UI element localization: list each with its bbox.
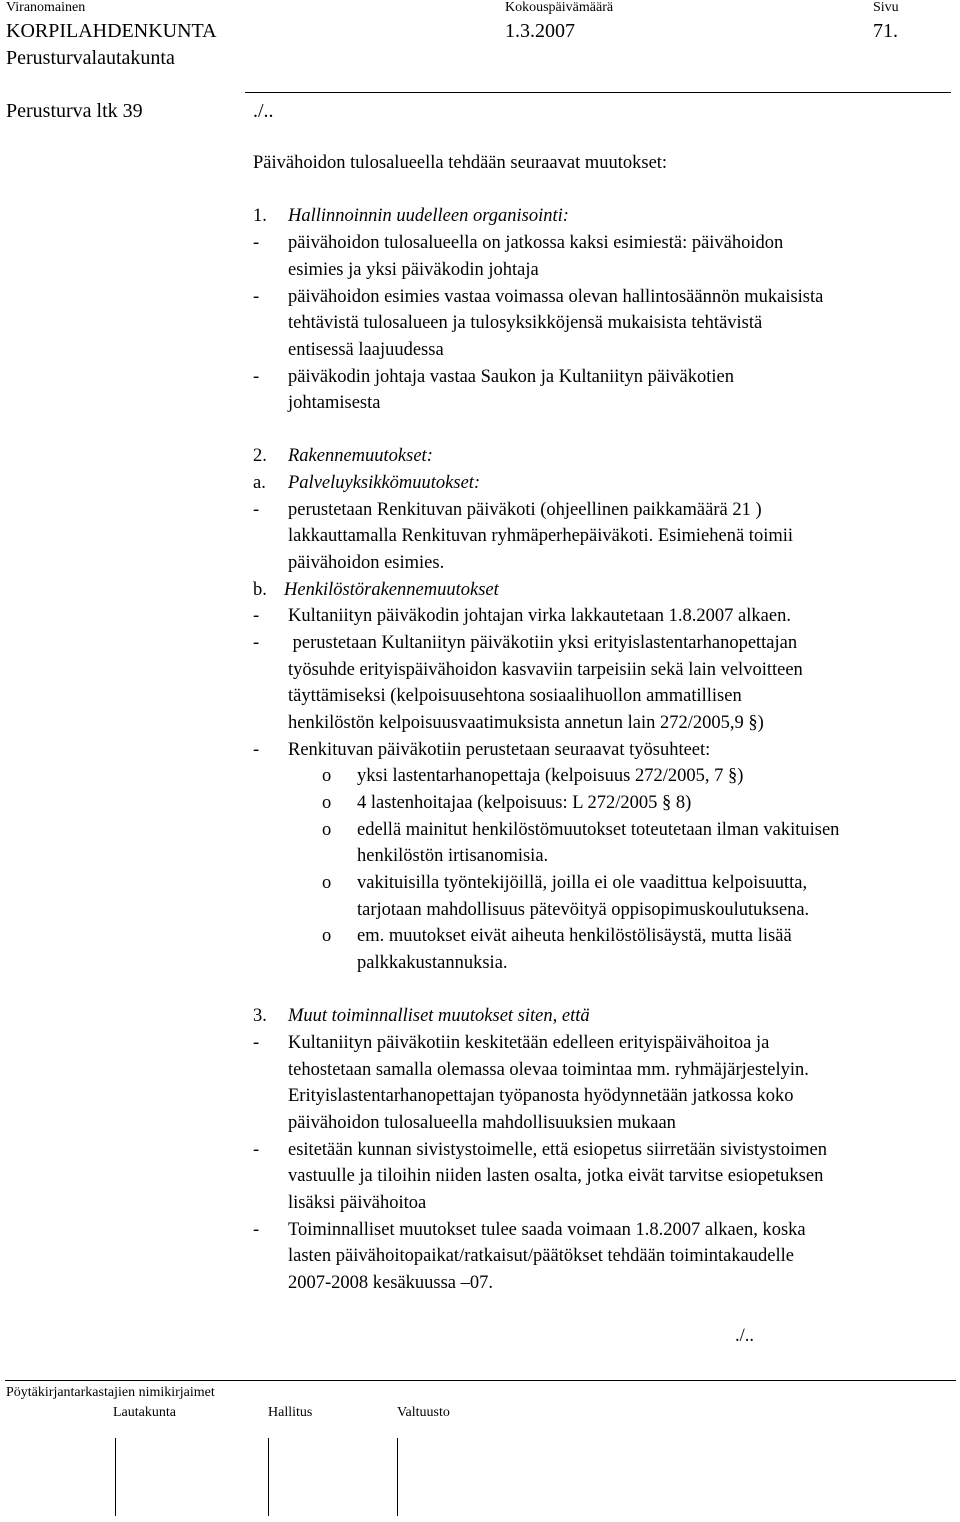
item1-bullet2-line2: tehtävistä tulosalueen ja tulosyksikköjensä mukaisista tehtävistä bbox=[288, 313, 763, 333]
intro-text: Päivähoidon tulosalueella tehdään seuraavat muutokset: bbox=[253, 153, 668, 173]
signature-col-lautakunta: Lautakunta bbox=[113, 1405, 176, 1420]
item3-bullet1-line1: Kultaniityn päiväkotiin keskitetään edelleen erityispäivähoitoa ja bbox=[288, 1033, 770, 1053]
sub-bullet5-mark: o bbox=[322, 926, 332, 946]
continuation-marker-top: ./.. bbox=[253, 100, 274, 122]
item2b-bullet2-line2: työsuhde erityispäivähoidon kasvaviin tarpeisiin sekä lain velvoitteen bbox=[288, 660, 803, 680]
section-reference: Perusturva ltk 39 bbox=[6, 100, 143, 122]
item1-bullet2-dash: - bbox=[253, 287, 260, 307]
sub-bullet4-mark: o bbox=[322, 873, 332, 893]
header-rule bbox=[245, 92, 951, 93]
item2a-bullet-dash: - bbox=[253, 500, 260, 520]
item1-number: 1. bbox=[253, 206, 267, 226]
item2b-label: b. bbox=[253, 580, 267, 600]
sub-bullet3-line1: edellä mainitut henkilöstömuutokset toteutetaan ilman vakituisen bbox=[357, 820, 840, 840]
sub-bullet3-mark: o bbox=[322, 820, 332, 840]
label-meeting-date: Kokouspäivämäärä bbox=[505, 0, 614, 15]
item2b-bullet1-line1: Kultaniityn päiväkodin johtajan virka lakkautetaan 1.8.2007 alkaen. bbox=[288, 606, 791, 626]
item3-bullet2-line1: esitetään kunnan sivistystoimelle, että esiopetus siirretään sivistystoimen bbox=[288, 1140, 827, 1160]
signature-col-valtuusto: Valtuusto bbox=[397, 1405, 450, 1420]
label-page: Sivu bbox=[873, 0, 899, 15]
sub-bullet5-line1: em. muutokset eivät aiheuta henkilöstölisäystä, mutta lisää bbox=[357, 926, 792, 946]
item2b-bullet2-line3: täyttämiseksi (kelpoisuusehtona sosiaalihuollon ammatillisen bbox=[288, 686, 742, 706]
item2b-bullet2-dash: - bbox=[253, 633, 260, 653]
item3-bullet1-line3: Erityislastentarhanopettajan työpanosta hyödynnetään jatkossa koko bbox=[288, 1086, 794, 1106]
committee-name: Perusturvalautakunta bbox=[6, 47, 175, 69]
sub-bullet2-mark: o bbox=[322, 793, 332, 813]
sub-bullet1-line1: yksi lastentarhanopettaja (kelpoisuus 272/2005, 7 §) bbox=[357, 766, 744, 786]
item3-bullet1-line4: päivähoidon tulosalueella mahdollisuuksien mukaan bbox=[288, 1113, 676, 1133]
item1-bullet1-line1: päivähoidon tulosalueella on jatkossa kaksi esimiestä: päivähoidon bbox=[288, 233, 784, 253]
item3-bullet2-line2: vastuulle ja tiloihin niiden lasten osalta, jotka eivät tarvitse esiopetuksen bbox=[288, 1166, 824, 1186]
item3-bullet1-dash: - bbox=[253, 1033, 260, 1053]
sub-bullet5-line2: palkkakustannuksia. bbox=[357, 953, 508, 973]
signature-col-hallitus: Hallitus bbox=[268, 1405, 313, 1420]
item2b-bullet3-line1: Renkituvan päiväkotiin perustetaan seuraavat työsuhteet: bbox=[288, 740, 711, 760]
item2a-bullet-line3: päivähoidon esimies. bbox=[288, 553, 445, 573]
page-number: 71. bbox=[873, 20, 898, 42]
continuation-marker-bottom: ./.. bbox=[735, 1326, 755, 1346]
item1-bullet3-line1: päiväkodin johtaja vastaa Saukon ja Kultaniityn päiväkotien bbox=[288, 367, 734, 387]
item3-bullet3-dash: - bbox=[253, 1220, 260, 1240]
item2a-bullet-line2: lakkauttamalla Renkituvan ryhmäperhepäiväkoti. Esimiehenä toimii bbox=[288, 526, 794, 546]
footer-rule bbox=[5, 1380, 956, 1381]
label-authority: Viranomainen bbox=[6, 0, 86, 15]
item3-title: Muut toiminnalliset muutokset siten, että bbox=[288, 1006, 590, 1026]
item3-bullet3-line2: lasten päivähoitopaikat/ratkaisut/päätökset tehdään toimintakaudelle bbox=[288, 1246, 795, 1266]
item3-bullet2-line3: lisäksi päivähoitoa bbox=[288, 1193, 427, 1213]
sub-bullet4-line2: tarjotaan mahdollisuus pätevöityä oppisopimuskoulutuksena. bbox=[357, 900, 810, 920]
item3-bullet3-line1: Toiminnalliset muutokset tulee saada voimaan 1.8.2007 alkaen, koska bbox=[288, 1220, 806, 1240]
item1-bullet3-dash: - bbox=[253, 367, 260, 387]
item2a-bullet-line1: perustetaan Renkituvan päiväkoti (ohjeellinen paikkamäärä 21 ) bbox=[288, 500, 762, 520]
signatures-label: Pöytäkirjantarkastajien nimikirjaimet bbox=[6, 1385, 215, 1400]
signature-line-valtuusto bbox=[397, 1438, 398, 1516]
item3-bullet3-line3: 2007-2008 kesäkuussa –07. bbox=[288, 1273, 494, 1293]
item3-bullet2-dash: - bbox=[253, 1140, 260, 1160]
item3-bullet1-line2: tehostetaan samalla olemassa olevaa toimintaa mm. ryhmäjärjestelyin. bbox=[288, 1060, 809, 1080]
item2b-bullet2-line1: perustetaan Kultaniityn päiväkotiin yksi erityislastentarhanopettajan bbox=[288, 633, 798, 653]
item1-bullet1-line2: esimies ja yksi päiväkodin johtaja bbox=[288, 260, 539, 280]
item1-bullet3-line2: johtamisesta bbox=[288, 393, 381, 413]
item2b-bullet3-dash: - bbox=[253, 740, 260, 760]
item1-bullet2-line1: päivähoidon esimies vastaa voimassa olevan hallintosäännön mukaisista bbox=[288, 287, 824, 307]
item2b-bullet1-dash: - bbox=[253, 606, 260, 626]
signature-line-lautakunta bbox=[115, 1438, 116, 1516]
authority-name: KORPILAHDENKUNTA bbox=[6, 20, 217, 42]
item2a-label: a. bbox=[253, 473, 266, 493]
item1-bullet2-line3: entisessä laajuudessa bbox=[288, 340, 444, 360]
sub-bullet4-line1: vakituisilla työntekijöillä, joilla ei ole vaadittua kelpoisuutta, bbox=[357, 873, 808, 893]
item2-title: Rakennemuutokset: bbox=[288, 446, 433, 466]
item2b-bullet2-line4: henkilöstön kelpoisuusvaatimuksista annetun lain 272/2005,9 §) bbox=[288, 713, 764, 733]
item3-number: 3. bbox=[253, 1006, 267, 1026]
item1-bullet1-dash: - bbox=[253, 233, 260, 253]
sub-bullet3-line2: henkilöstön irtisanomisia. bbox=[357, 846, 549, 866]
sub-bullet2-line1: 4 lastenhoitajaa (kelpoisuus: L 272/2005 § 8) bbox=[357, 793, 692, 813]
item2a-title: Palveluyksikkömuutokset: bbox=[288, 473, 481, 493]
signature-line-hallitus bbox=[268, 1438, 269, 1516]
sub-bullet1-mark: o bbox=[322, 766, 332, 786]
meeting-date: 1.3.2007 bbox=[505, 20, 575, 42]
item2-number: 2. bbox=[253, 446, 267, 466]
item2b-title: Henkilöstörakennemuutokset bbox=[284, 580, 499, 600]
item1-title: Hallinnoinnin uudelleen organisointi: bbox=[288, 206, 569, 226]
